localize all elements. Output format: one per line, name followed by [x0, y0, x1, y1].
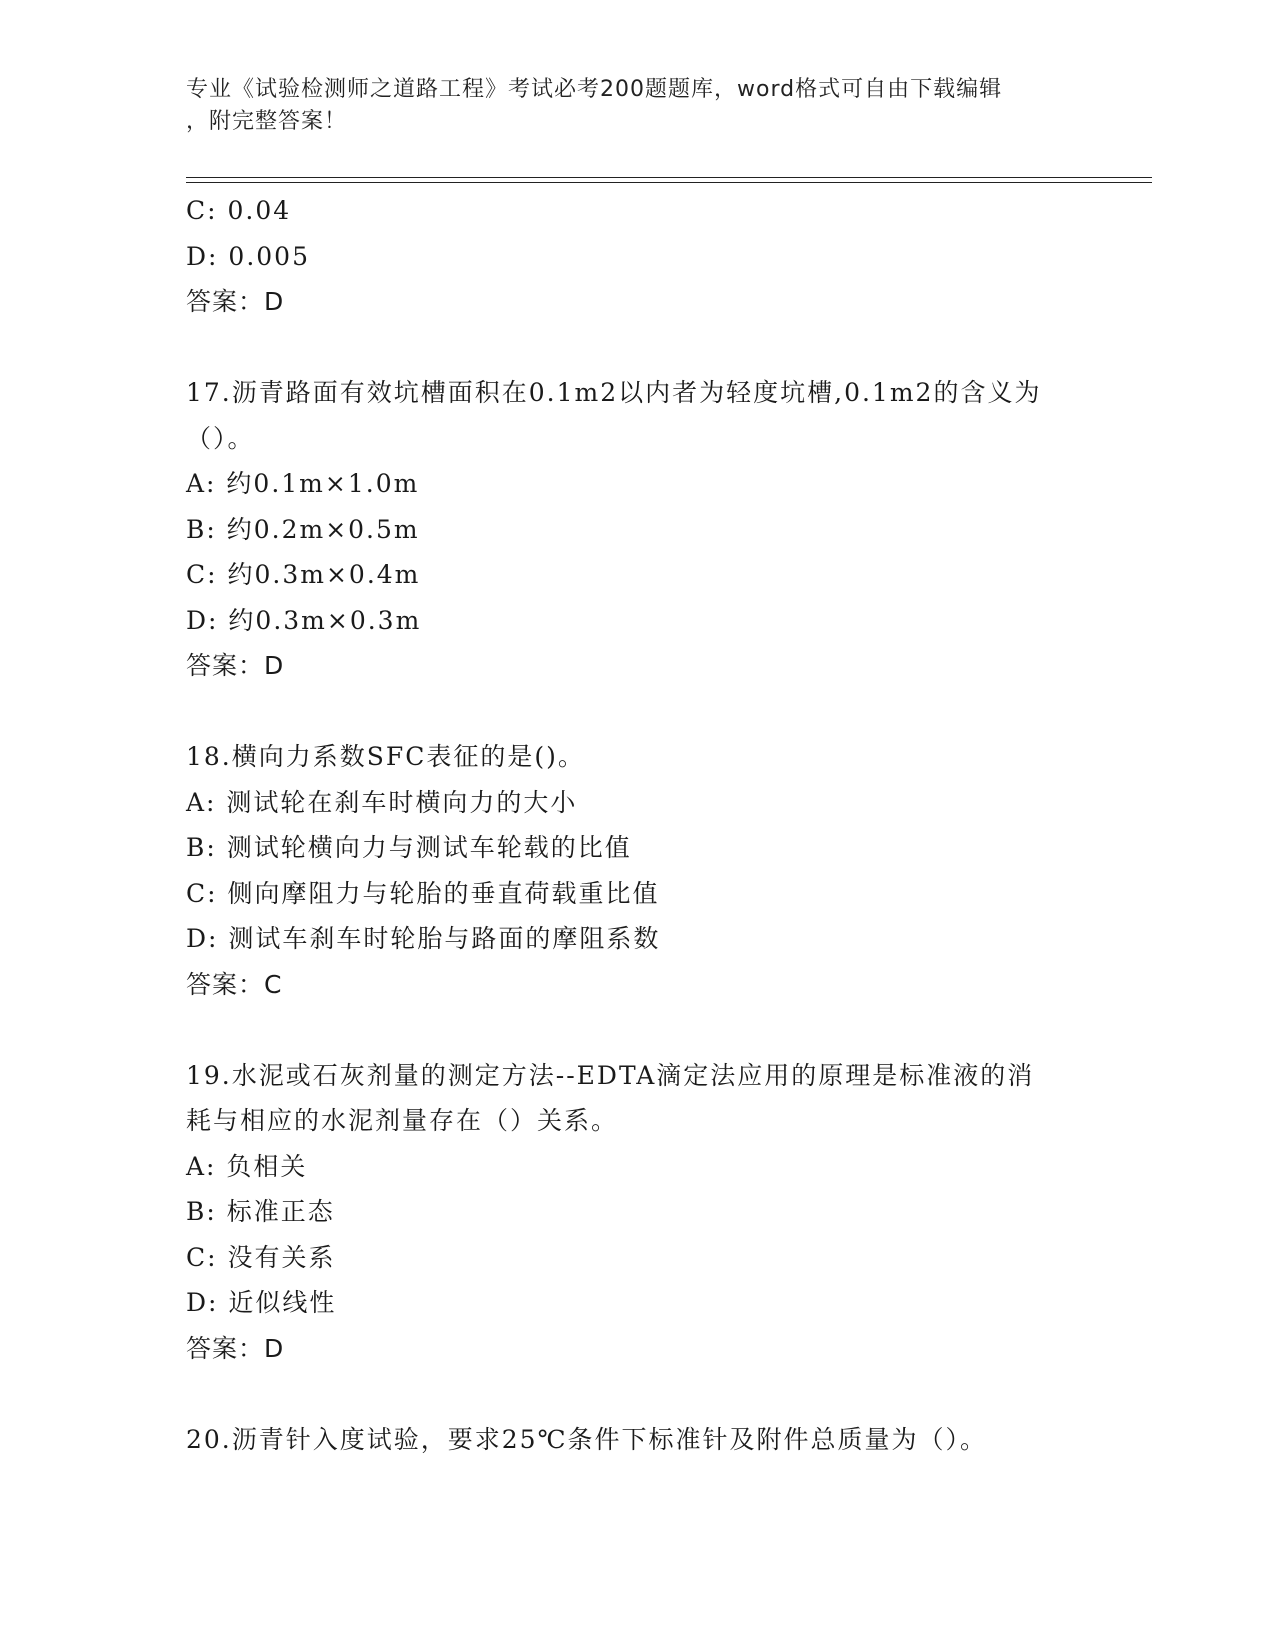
option-b: B: 标准正态	[186, 1197, 335, 1226]
answer-line: 答案：C	[186, 969, 283, 999]
header-title-line-2: ，附完整答案！	[186, 109, 348, 134]
spacer	[186, 1007, 1136, 1053]
option-d: D: 近似线性	[186, 1288, 337, 1317]
option-c: C: 没有关系	[186, 1242, 336, 1272]
option-d: D: 测试车刹车时轮胎与路面的摩阻系数	[186, 924, 661, 953]
question-stem-line: 19.水泥或石灰剂量的测定方法--EDTA滴定法应用的原理是标准液的消	[186, 1060, 1035, 1090]
option-a: A: 约0.1m×1.0m	[186, 469, 420, 498]
header-title-line-1: 专业《试验检测师之道路工程》考试必考200题题库，word格式可自由下载编辑	[186, 77, 1003, 102]
answer-line: 答案：D	[186, 1333, 285, 1363]
option-b: B: 约0.2m×0.5m	[186, 514, 420, 544]
answer-line: 答案：D	[186, 651, 285, 680]
question-stem-line: 耗与相应的水泥剂量存在（）关系。	[186, 1106, 619, 1135]
option-c: C: 侧向摩阻力与轮胎的垂直荷载重比值	[186, 878, 660, 908]
option-c: C: 约0.3m×0.4m	[186, 560, 421, 589]
question-17	[186, 370, 1136, 689]
question-content	[186, 188, 1136, 1462]
previous-question-block	[186, 188, 1136, 325]
question-stem-line: 18.横向力系数SFC表征的是()。	[186, 742, 585, 771]
question-stem-line: 20.沥青针入度试验，要求25℃条件下标准针及附件总质量为（）。	[186, 1424, 988, 1454]
option-d: D: 0.005	[186, 241, 310, 271]
option-a: A: 负相关	[186, 1151, 308, 1181]
question-stem-line: （）。	[186, 423, 255, 453]
option-b: B: 测试轮横向力与测试车轮载的比值	[186, 833, 632, 862]
answer-line: 答案：D	[186, 287, 285, 316]
question-18	[186, 734, 1136, 1007]
option-c: C: 0.04	[186, 196, 292, 225]
option-d: D: 约0.3m×0.3m	[186, 605, 422, 635]
spacer	[186, 1371, 1136, 1417]
spacer	[186, 689, 1136, 735]
page-header	[186, 74, 1066, 138]
question-20	[186, 1417, 1136, 1463]
option-a: A: 测试轮在刹车时横向力的大小	[186, 787, 578, 817]
spacer	[186, 325, 1136, 371]
header-divider-top	[186, 177, 1152, 178]
question-19	[186, 1053, 1136, 1372]
header-divider-bottom	[186, 182, 1152, 183]
question-stem-line: 17.沥青路面有效坑槽面积在0.1m2以内者为轻度坑槽,0.1m2的含义为	[186, 378, 1042, 407]
